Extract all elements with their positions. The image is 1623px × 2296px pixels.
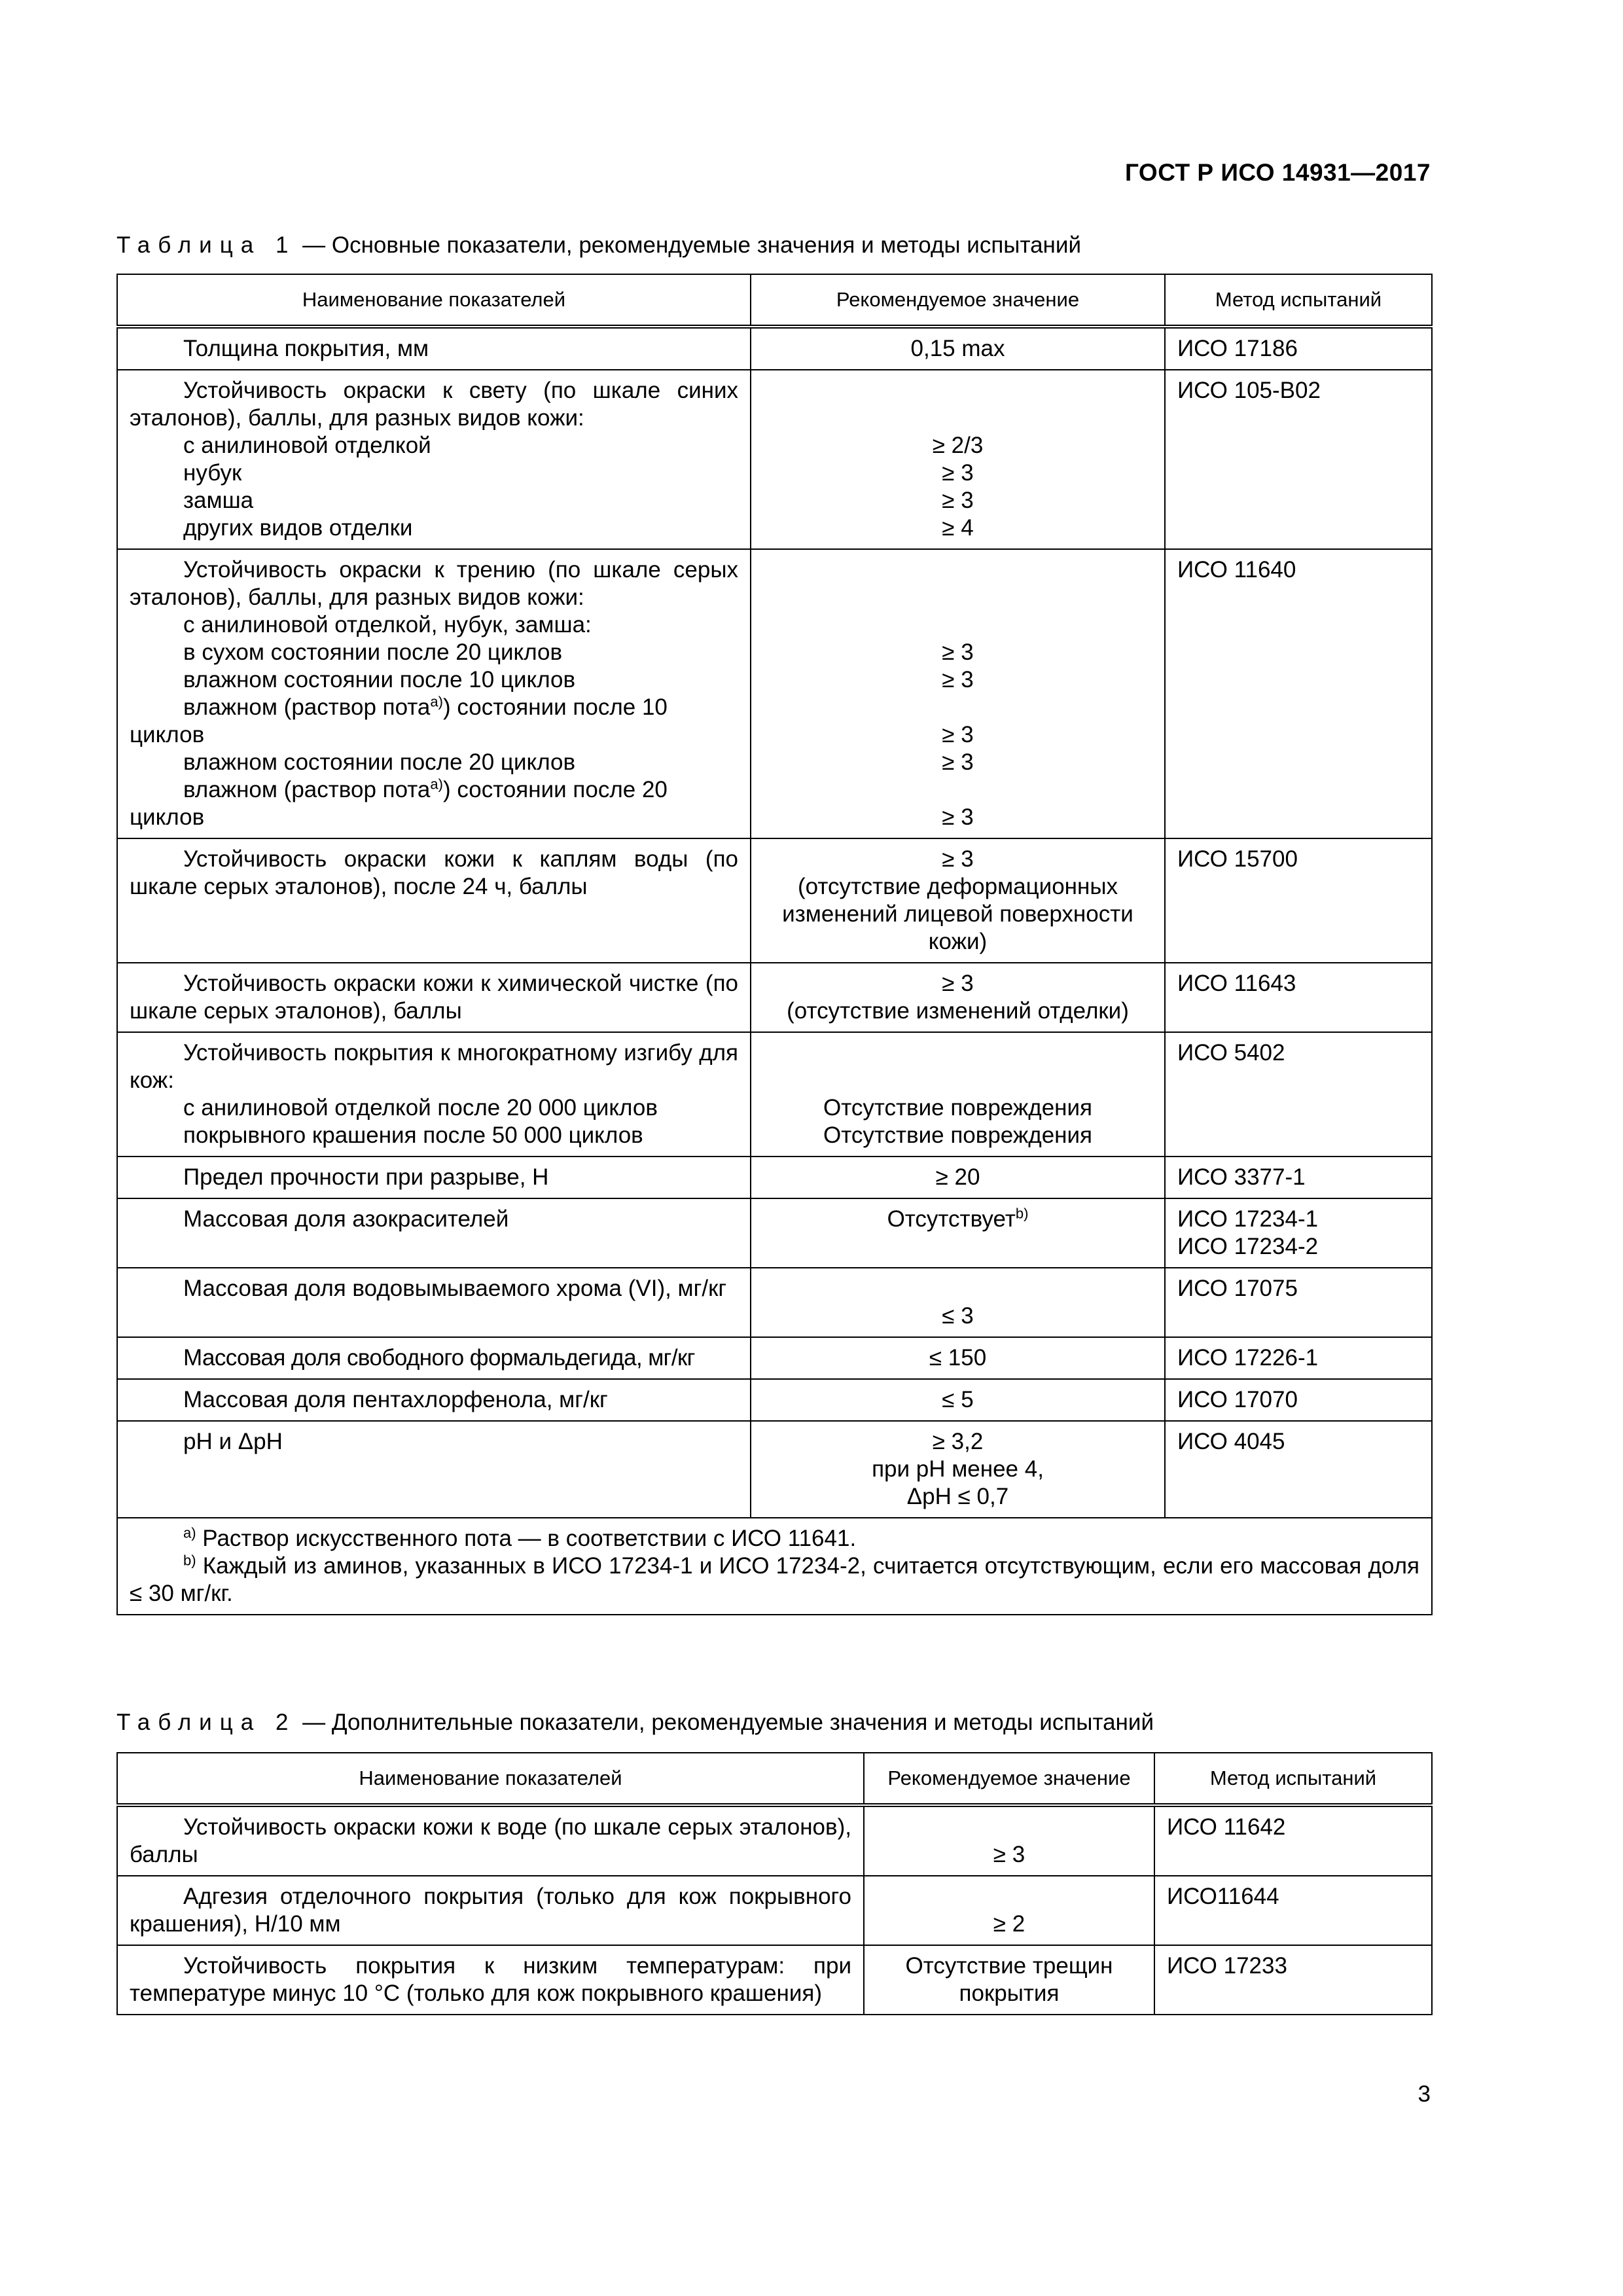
- table-row: [117, 1268, 1432, 1337]
- light-item: с анилиновой отделкой: [183, 433, 431, 458]
- row-rub-values: [751, 549, 1165, 838]
- table2-caption: [116, 1710, 1154, 1736]
- table1-header-value: Рекомендуемое значение: [751, 274, 1165, 327]
- row-pcp-name: Массовая доля пентахлорфенола, мг/кг: [117, 1379, 751, 1421]
- rub-line: в сухом состоянии после 20 циклов: [183, 639, 563, 665]
- row-ph-values: ≥ 3,2 при pH менее 4, ΔpH ≤ 0,7: [751, 1421, 1165, 1518]
- row-thickness-name: Толщина покрытия, мм: [117, 327, 751, 370]
- table2-header-method: Метод испытаний: [1154, 1753, 1432, 1805]
- table-row: [117, 1421, 1432, 1518]
- row-chrome-value: ≤ 3: [751, 1268, 1165, 1337]
- row-adhesion-method: ИСО11644: [1154, 1876, 1432, 1945]
- table-row: [117, 1945, 1432, 2015]
- flex-title: Устойчивость покрытия к многократному изгибу для кож:: [130, 1040, 738, 1093]
- row-adhesion-value: ≥ 2: [864, 1876, 1154, 1945]
- row-water-method: ИСО 11642: [1154, 1805, 1432, 1876]
- table-row: [117, 838, 1432, 963]
- row-light-values: [751, 370, 1165, 549]
- rub-line: влажном состоянии после 20 циклов: [183, 749, 576, 775]
- table-row: [117, 549, 1432, 838]
- table-row: [117, 370, 1432, 549]
- table1-caption: [116, 232, 1081, 259]
- row-pcp-value: ≤ 5: [751, 1379, 1165, 1421]
- row-chrome-method: ИСО 17075: [1165, 1268, 1432, 1337]
- table-row: [117, 1876, 1432, 1945]
- row-ph-name: pH и ΔpH: [117, 1421, 751, 1518]
- table1-header-row: [117, 274, 1432, 327]
- flex-item: с анилиновой отделкой после 20 000 циклов: [183, 1095, 658, 1121]
- light-value: ≥ 2/3: [932, 433, 984, 458]
- table2-header-value: Рекомендуемое значение: [864, 1753, 1154, 1805]
- row-dryclean-name: Устойчивость окраски кожи к химической чистке (по шкале серых эталонов), баллы: [117, 963, 751, 1032]
- rub-value: ≥ 3: [942, 804, 974, 830]
- row-flex-name: [117, 1032, 751, 1157]
- table1-caption-text: — Основные показатели, рекомендуемые значения и методы испытаний: [296, 232, 1081, 258]
- rub-value: ≥ 3: [942, 667, 974, 692]
- table2: [116, 1752, 1433, 2015]
- flex-item: покрывного крашения после 50 000 циклов: [183, 1122, 643, 1148]
- light-item: других видов отделки: [183, 515, 413, 541]
- row-cold-method: ИСО 17233: [1154, 1945, 1432, 2015]
- table2-caption-prefix: Таблица 2: [116, 1710, 296, 1735]
- light-value: ≥ 3: [942, 460, 974, 486]
- row-light-method: ИСО 105-B02: [1165, 370, 1432, 549]
- table-row: [117, 1198, 1432, 1268]
- rub-title: Устойчивость окраски к трению (по шкале серых эталонов), баллы, для разных видов кожи:: [130, 557, 738, 610]
- row-drops-method: ИСО 15700: [1165, 838, 1432, 963]
- table-row: [117, 963, 1432, 1032]
- row-formaldehyde-method: ИСО 17226-1: [1165, 1337, 1432, 1379]
- table2-header-row: [117, 1753, 1432, 1805]
- table2-header-name: Наименование показателей: [117, 1753, 864, 1805]
- light-value: ≥ 3: [942, 488, 974, 513]
- row-chrome-name: Массовая доля водовымываемого хрома (VI), мг/кг: [117, 1268, 751, 1337]
- table1: [116, 274, 1433, 1615]
- light-item: замша: [183, 488, 254, 513]
- row-ph-method: ИСО 4045: [1165, 1421, 1432, 1518]
- row-drops-name: Устойчивость окраски кожи к каплям воды (по шкале серых эталонов), после 24 ч, баллы: [117, 838, 751, 963]
- row-tensile-method: ИСО 3377-1: [1165, 1157, 1432, 1198]
- row-azo-method: ИСО 17234-1 ИСО 17234-2: [1165, 1198, 1432, 1268]
- row-flex-method: ИСО 5402: [1165, 1032, 1432, 1157]
- rub-line: влажном (раствор пота$^{а)}$) состоянии после 20 циклов: [130, 776, 668, 830]
- row-flex-values: Отсутствие повреждения Отсутствие повреждения: [751, 1032, 1165, 1157]
- rub-line: влажном (раствор пота$^{а)}$) состоянии после 10 циклов: [130, 693, 668, 747]
- row-water-name: Устойчивость окраски кожи к воде (по шкале серых эталонов), баллы: [117, 1805, 864, 1876]
- row-cold-name: Устойчивость покрытия к низким температурам: при температуре минус 10 °С (только для кож покрывного крашения): [117, 1945, 864, 2015]
- row-drops-value: ≥ 3 (отсутствие деформационных изменений лицевой поверхности кожи): [751, 838, 1165, 963]
- row-azo-name: Массовая доля азокрасителей: [117, 1198, 751, 1268]
- row-cold-value: Отсутствие трещин покрытия: [864, 1945, 1154, 2015]
- row-tensile-name: Предел прочности при разрыве, Н: [117, 1157, 751, 1198]
- table-row: [117, 1337, 1432, 1379]
- document-number: ГОСТ Р ИСО 14931—2017: [1124, 159, 1431, 186]
- row-thickness-value: 0,15 max: [751, 327, 1165, 370]
- table-row: [117, 327, 1432, 370]
- row-pcp-method: ИСО 17070: [1165, 1379, 1432, 1421]
- footnote-b: $^{b)}$ Каждый из аминов, указанных в ИСО 17234-1 и ИСО 17234-2, считается отсутствующим, если его массовая доля ≤ 30 мг/кг.: [130, 1552, 1419, 1606]
- rub-value: ≥ 3: [942, 749, 974, 775]
- page-number: 3: [1418, 2081, 1431, 2107]
- table1-footnotes: [117, 1518, 1432, 1615]
- row-formaldehyde-value: ≤ 150: [751, 1337, 1165, 1379]
- table-row: [117, 1805, 1432, 1876]
- rub-line: влажном состоянии после 10 циклов: [183, 667, 576, 692]
- table-row: [117, 1379, 1432, 1421]
- light-value: ≥ 4: [942, 515, 974, 541]
- rub-value: ≥ 3: [942, 722, 974, 747]
- light-item: нубук: [183, 460, 242, 486]
- row-dryclean-method: ИСО 11643: [1165, 963, 1432, 1032]
- row-tensile-value: ≥ 20: [751, 1157, 1165, 1198]
- row-azo-value: Отсутствует$^{b)}$: [751, 1198, 1165, 1268]
- row-rub-method: ИСО 11640: [1165, 549, 1432, 838]
- table-row: [117, 1157, 1432, 1198]
- light-title: Устойчивость окраски к свету (по шкале синих эталонов), баллы, для разных видов кожи:: [130, 378, 738, 431]
- row-rub-name: [117, 549, 751, 838]
- row-adhesion-name: Адгезия отделочного покрытия (только для кож покрывного крашения), Н/10 мм: [117, 1876, 864, 1945]
- table1-header-method: Метод испытаний: [1165, 274, 1432, 327]
- row-formaldehyde-name: Массовая доля свободного формальдегида, мг/кг: [117, 1337, 751, 1379]
- row-light-name: [117, 370, 751, 549]
- rub-line: с анилиновой отделкой, нубук, замша:: [183, 612, 592, 637]
- row-dryclean-value: ≥ 3 (отсутствие изменений отделки): [751, 963, 1165, 1032]
- table2-caption-text: — Дополнительные показатели, рекомендуемые значения и методы испытаний: [296, 1710, 1154, 1735]
- rub-value: ≥ 3: [942, 639, 974, 665]
- table-row: [117, 1032, 1432, 1157]
- table1-caption-prefix: Таблица 1: [116, 232, 296, 258]
- table1-header-name: Наименование показателей: [117, 274, 751, 327]
- row-thickness-method: ИСО 17186: [1165, 327, 1432, 370]
- row-water-value: ≥ 3: [864, 1805, 1154, 1876]
- footnote-a: $^{а)}$ Раствор искусственного пота — в соответствии с ИСО 11641.: [183, 1524, 857, 1551]
